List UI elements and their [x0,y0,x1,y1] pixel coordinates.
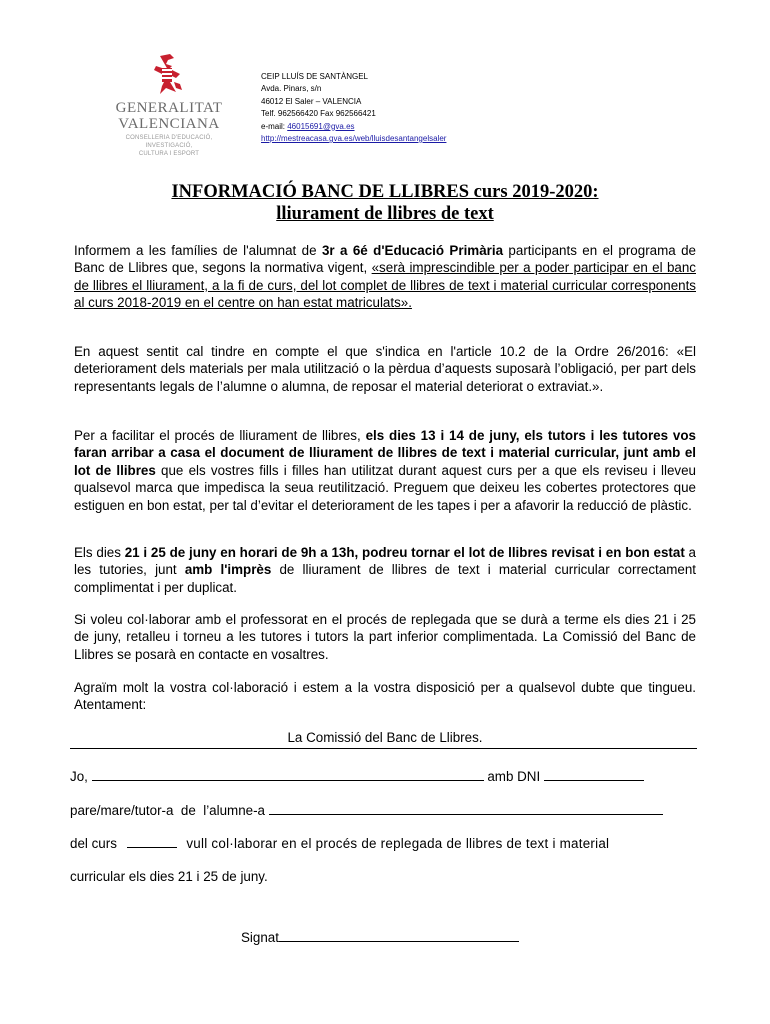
form-line-name [70,767,698,785]
text: participants en el programa de Banc de Llibres que, segons la normativa vigent, [74,243,696,276]
text: Per a facilitar el procés de lliurament de llibres, [74,428,366,443]
text: Informem a les famílies de l'alumnat de [74,243,322,258]
paragraph-collaborate: Si voleu col·laborar amb el professorat en el procés de replegada que se durà a terme els dies 21 i 25 de juny, retalleu i torneu a les tutores i tutors la part inferior complimentada. La Comissió del Banc de Llibres se posarà en contacte en vosaltres. [74,612,696,662]
form-label-dni: amb DNI [487,769,541,784]
logo-line-3: CONSELLERIA D'EDUCACIÓ, INVESTIGACIÓ, [125,135,213,149]
text: a les tutories, junt [74,545,697,578]
paragraph-delivery [74,427,696,514]
bold-text: 3r a 6é d'Educació Primària [321,243,504,258]
school-name: CEIP LLUÍS DE SANTÀNGEL [261,72,368,81]
coat-of-arms-icon [146,52,192,98]
document-title: INFORMACIÓ BANC DE LLIBRES curs 2019-2020: [171,182,599,202]
logo-line-4: CULTURA I ESPORT [138,151,200,157]
underlined-quote: «serà imprescindible per a poder participar en el banc de llibres el lliurament, a la fi de curs, del lot complet de llibres de text i material curricular corresponents al curs 2018-2019 en el centre on han estat matriculats». [74,260,696,311]
text: Els dies [74,545,125,560]
web-link[interactable]: http://mestreacasa.gva.es/web/lluisdesantangelsaler [261,134,447,144]
form-line-dates: curricular els dies 21 i 25 de juny. [70,869,268,884]
name-field[interactable] [92,767,484,781]
school-address: Avda. Pinars, s/n [261,84,322,94]
form-line-parent [70,801,698,819]
email-link[interactable]: 46015691@gva.es [287,121,355,131]
paragraph-return [74,544,696,596]
school-email-row [261,121,446,133]
form-label-curs: del curs [70,836,117,851]
document-subtitle: lliurament de llibres de text [276,204,494,224]
commission-signature: La Comissió del Banc de Llibres. [287,730,483,745]
form-label-collaborate: vull col·laborar en el procés de replegada de llibres de text i material [186,836,610,851]
paragraph-thanks: Agraïm molt la vostra col·laboració i estem a la vostra disposició per a qualsevol dubte que tingueu. Atentament: [74,680,696,713]
text: que els vostres fills i filles han utilitzat durant aquest curs per a que els reviseu i lleveu qualsevol marca que impedisca la seua reutilització. Preguem que deixeu les cobertes protectores que estiguen en bon estat, per tal d’evitar el deteriorament de les tapes i per a afavorir la reducció de plàstic. [74,462,696,513]
bold-text: amb l'imprès [184,562,272,578]
paragraph-intro [74,242,696,312]
cut-line-divider [70,748,697,749]
school-contact-block [261,71,446,145]
course-field[interactable] [127,834,177,848]
bold-text: els dies 13 i 14 de juny, els tutors i les tutores vos faran arribar a casa el document de lliurament de llibres de text i material curricular, junt amb el lot de llibres [74,428,696,478]
school-city: 46012 El Saler – VALENCIA [261,96,362,106]
email-label: e-mail: [261,121,288,131]
form-label-signat: Signat [241,930,279,945]
generalitat-logo [106,52,232,158]
dni-field[interactable] [544,767,644,781]
signature-field[interactable] [279,928,519,942]
text: de lliurament de llibres de text i material curricular correctament complimentat i per duplicat. [74,562,696,595]
form-label-jo: Jo, [70,769,88,784]
paragraph-article: En aquest sentit cal tindre en compte el que s'indica en l'article 10.2 de la Ordre 26/2016: «El deteriorament dels materials per mala utilització o la pèrdua d’aquests suposarà l’obligació, per part dels representants legals de l’alumne o alumna, de reposar el material deteriorat o extraviat.». [74,344,696,394]
form-label-parent: pare/mare/tutor-a de l’alumne-a [70,803,266,818]
logo-line-2: VALENCIANA [118,116,220,132]
form-line-signature [241,928,541,946]
logo-line-1: GENERALITAT [115,100,223,116]
bold-text: 21 i 25 de juny en horari de 9h a 13h, podreu tornar el lot de llibres revisat i en bon estat [124,545,685,560]
school-phone: Telf. 962566420 Fax 962566421 [261,109,376,119]
form-line-course [70,834,698,852]
student-name-field[interactable] [269,801,663,815]
